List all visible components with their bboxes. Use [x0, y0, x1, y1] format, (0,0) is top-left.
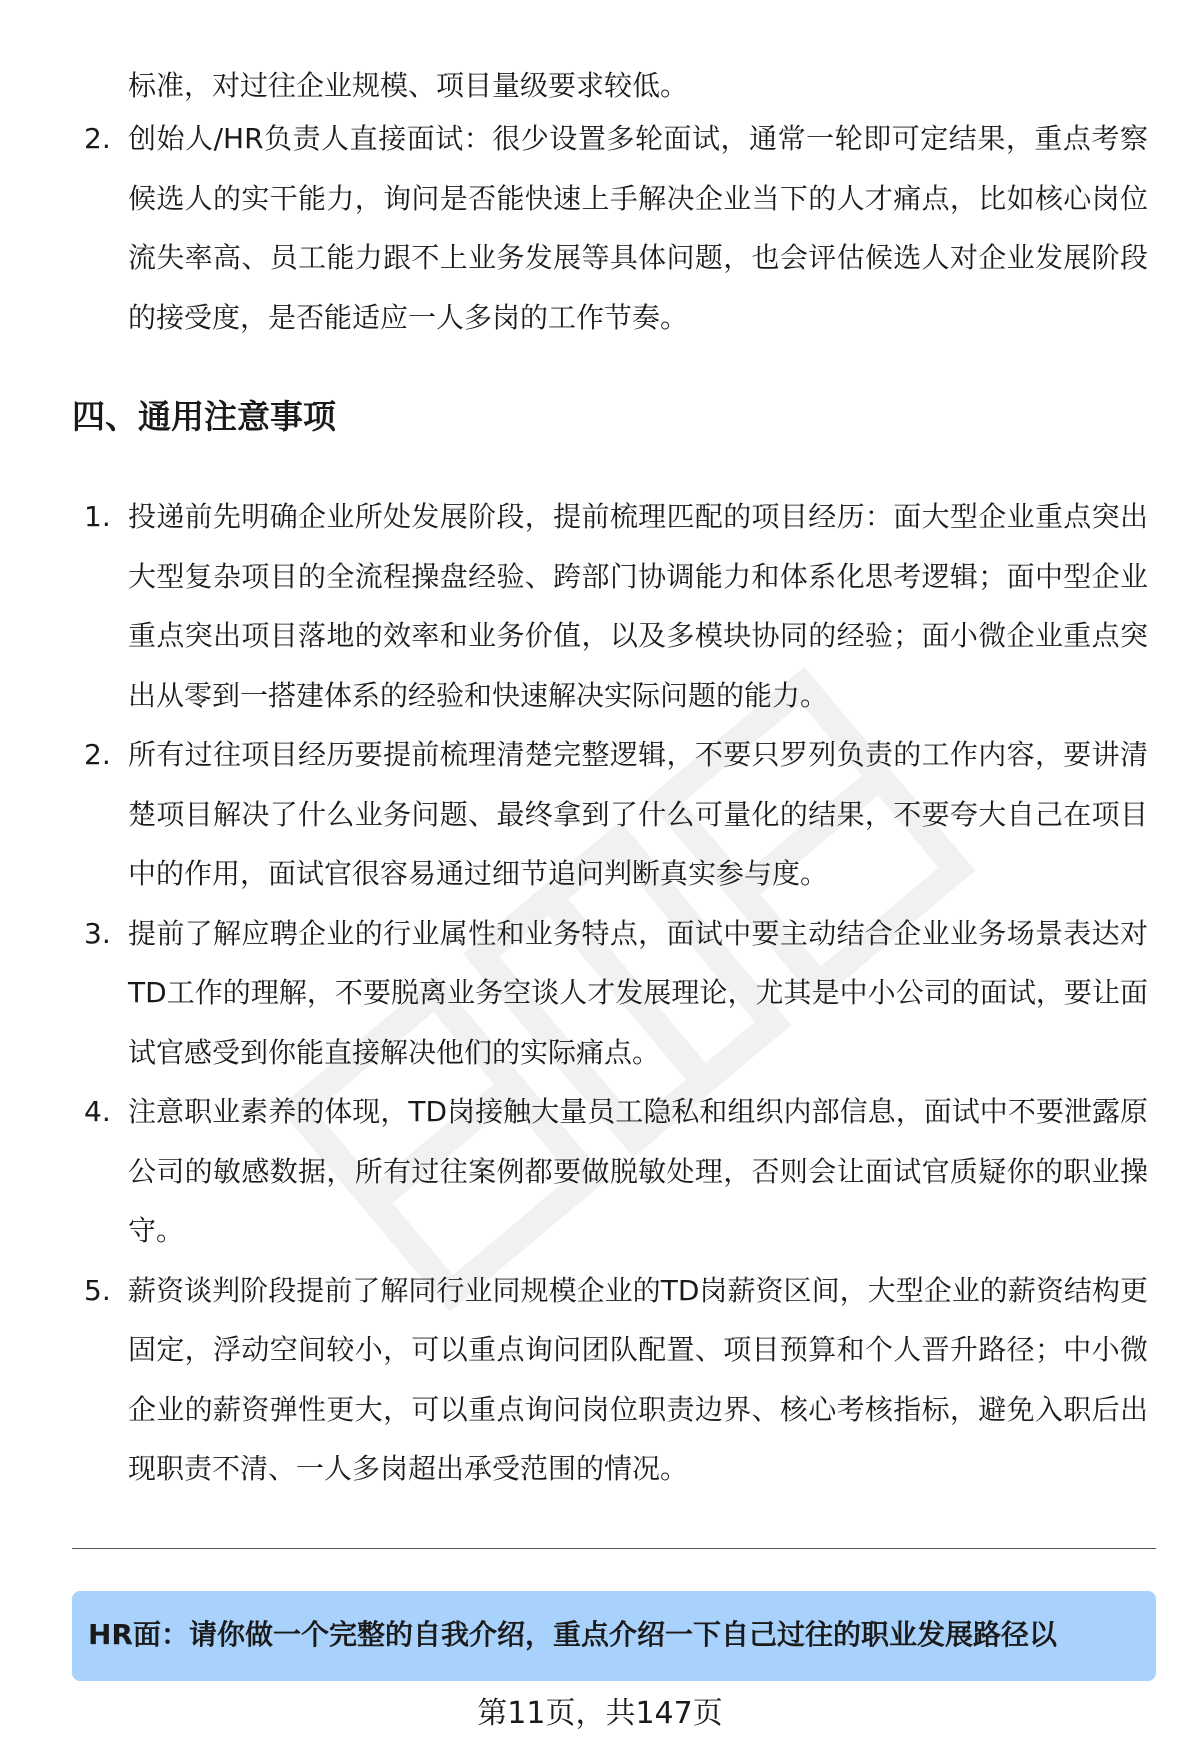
- list-item-text: 提前了解应聘企业的行业属性和业务特点，面试中要主动结合企业业务场景表达对TD工作的理解，不要脱离业务空谈人才发展理论，尤其是中小公司的面试，要让面试官感受到你能直接解决他们的实际痛点。: [128, 916, 1148, 1069]
- notes-numbered-list: [72, 487, 1152, 1499]
- list-item: [72, 487, 1152, 725]
- list-item-text: 薪资谈判阶段提前了解同行业同规模企业的TD岗薪资区间，大型企业的薪资结构更固定，浮动空间较小，可以重点询问团队配置、项目预算和个人晋升路径；中小微企业的薪资弹性更大，可以重点询问岗位职责边界、核心考核指标，避免入职后出现职责不清、一人多岗超出承受范围的情况。: [128, 1273, 1148, 1485]
- list-item: [72, 109, 1152, 347]
- list-item-number: 1.: [84, 500, 111, 533]
- list-item-text: 所有过往项目经历要提前梳理清楚完整逻辑，不要只罗列负责的工作内容，要讲清楚项目解决了什么业务问题、最终拿到了什么可量化的结果，不要夸大自己在项目中的作用，面试官很容易通过细节追问判断真实参与度。: [128, 738, 1148, 890]
- continuation-paragraph: 标准，对过往企业规模、项目量级要求较低。: [128, 69, 689, 102]
- list-item-text: 注意职业素养的体现，TD岗接触大量员工隐私和组织内部信息，面试中不要泄露原公司的敏感数据，所有过往案例都要做脱敏处理，否则会让面试官质疑你的职业操守。: [128, 1095, 1148, 1247]
- list-item-text: 投递前先明确企业所处发展阶段，提前梳理匹配的项目经历：面大型企业重点突出大型复杂项目的全流程操盘经验、跨部门协调能力和体系化思考逻辑；面中型企业重点突出项目落地的效率和业务价值，以及多模块协同的经验；面小微企业重点突出从零到一搭建体系的经验和快速解决实际问题的能力。: [128, 500, 1148, 712]
- list-item: [72, 1082, 1152, 1261]
- page-number: 第11页，共147页: [477, 1696, 723, 1731]
- question-callout-text: HR面：请你做一个完整的自我介绍，重点介绍一下自己过往的职业发展路径以: [88, 1618, 1057, 1651]
- list-item-number: 2.: [84, 122, 111, 155]
- list-item: [72, 725, 1152, 904]
- section-divider: [72, 1548, 1156, 1549]
- top-numbered-list: [72, 109, 1152, 347]
- list-item-number: 2.: [84, 738, 111, 771]
- list-item-number: 4.: [84, 1095, 111, 1128]
- list-item-number: 3.: [84, 916, 111, 950]
- list-item: [72, 904, 1152, 1083]
- section-heading: 四、通用注意事项: [72, 397, 336, 436]
- list-item-number: 5.: [84, 1273, 111, 1307]
- list-item: [72, 1261, 1152, 1499]
- question-callout-box: [72, 1591, 1156, 1681]
- list-item-text: 创始人/HR负责人直接面试：很少设置多轮面试，通常一轮即可定结果，重点考察候选人的实干能力，询问是否能快速上手解决企业当下的人才痛点，比如核心岗位流失率高、员工能力跟不上业务发展等具体问题，也会评估候选人对企业发展阶段的接受度，是否能适应一人多岗的工作节奏。: [128, 122, 1148, 334]
